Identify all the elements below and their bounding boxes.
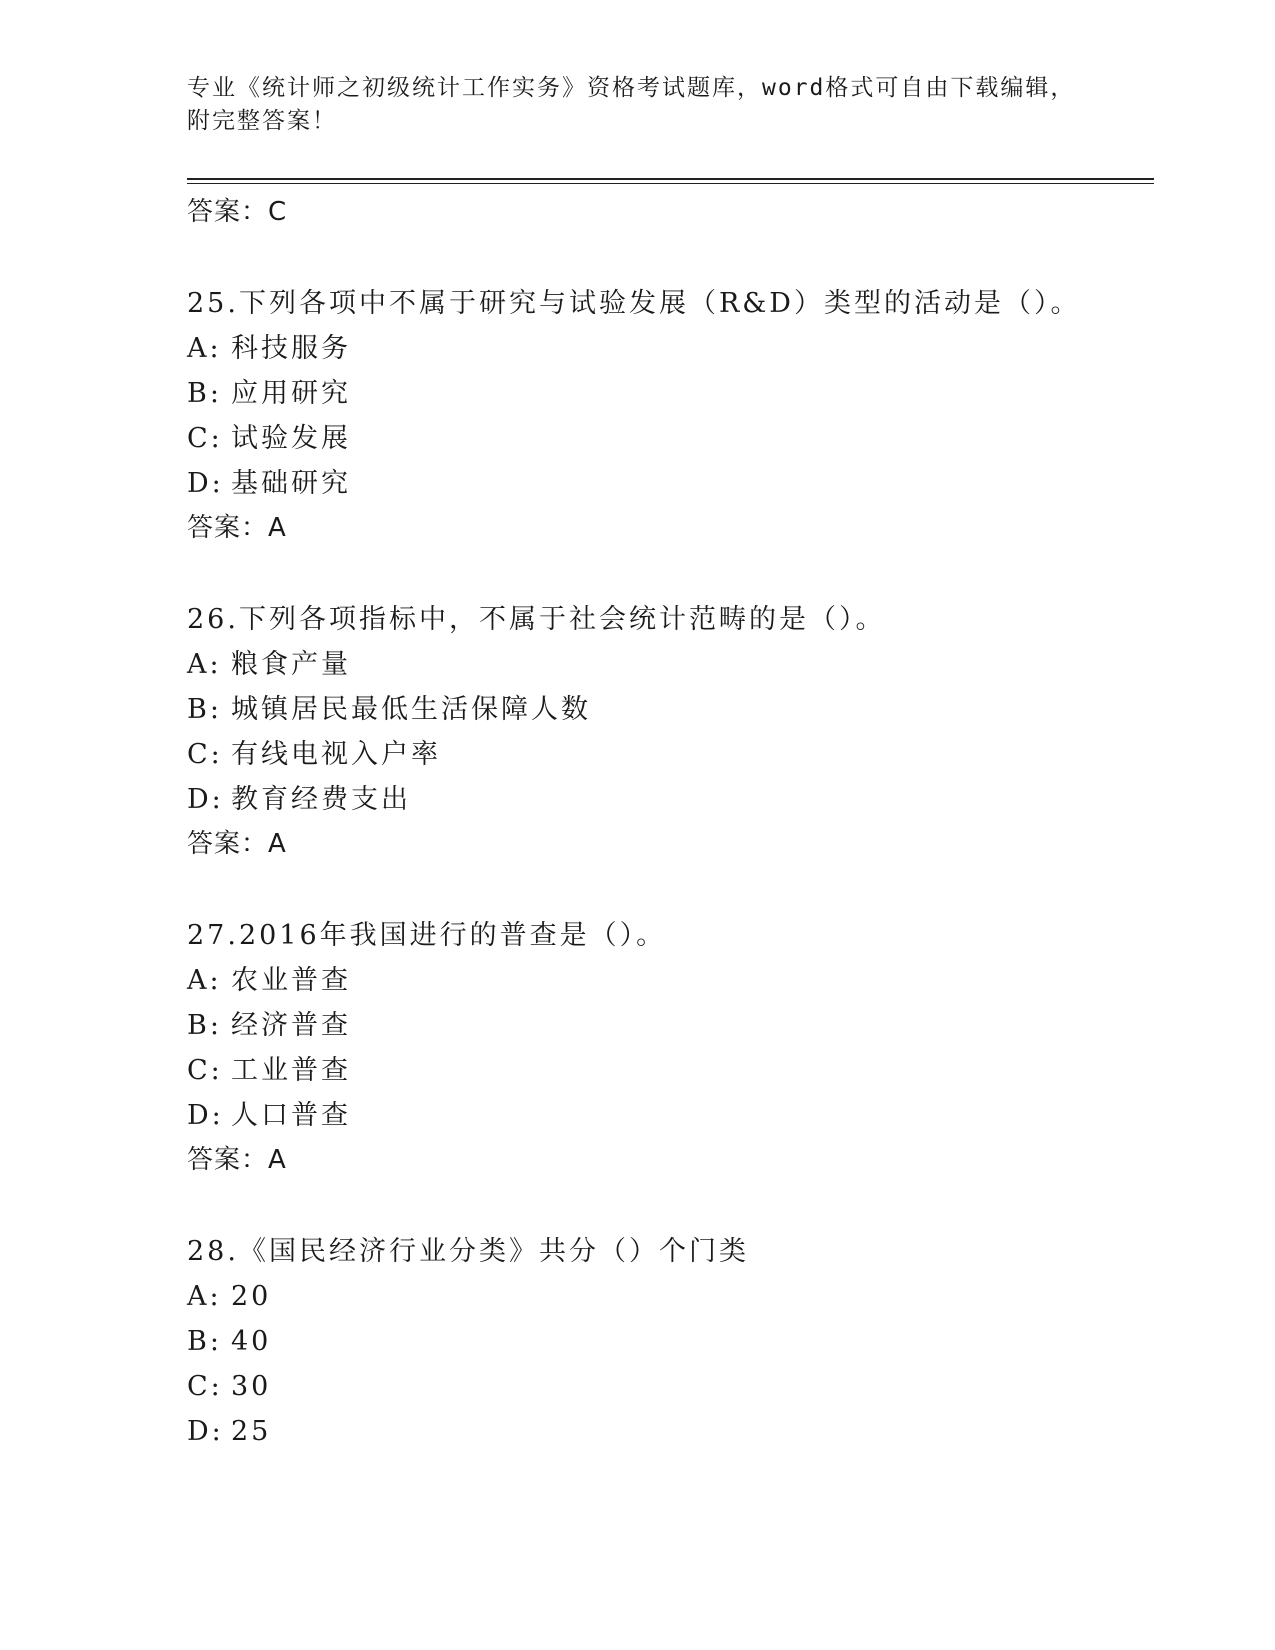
question-stem: 28.《国民经济行业分类》共分（）个门类 <box>187 1236 749 1267</box>
option-text: 40 <box>231 1326 272 1357</box>
option-c <box>187 1364 1167 1409</box>
question-25 <box>187 281 1167 551</box>
option-d <box>187 461 1167 506</box>
option-a <box>187 1274 1167 1319</box>
option-text: 工业普查 <box>231 1055 351 1086</box>
option-key: C: <box>187 1371 223 1402</box>
option-text: 经济普查 <box>231 1010 351 1041</box>
option-key: D: <box>187 784 224 815</box>
option-key: A: <box>187 965 222 996</box>
option-text: 25 <box>231 1416 272 1447</box>
option-key: D: <box>187 1416 224 1447</box>
question-stem: 27.2016年我国进行的普查是（）。 <box>187 920 667 951</box>
question-26 <box>187 597 1167 867</box>
option-key: B: <box>187 694 222 725</box>
option-text: 试验发展 <box>231 423 351 454</box>
option-d <box>187 1409 1167 1454</box>
answer-line: 答案：A <box>187 1145 287 1175</box>
option-c <box>187 1048 1167 1093</box>
option-text: 科技服务 <box>231 333 351 364</box>
option-text: 20 <box>231 1281 272 1312</box>
option-a <box>187 958 1167 1003</box>
option-key: D: <box>187 1100 224 1131</box>
question-28 <box>187 1229 1167 1454</box>
option-d <box>187 777 1167 822</box>
option-key: C: <box>187 739 223 770</box>
option-key: B: <box>187 1326 222 1357</box>
question-stem: 26.下列各项指标中，不属于社会统计范畴的是（）。 <box>187 604 886 635</box>
option-a <box>187 642 1167 687</box>
header-line-2: 附完整答案！ <box>187 108 337 134</box>
option-key: B: <box>187 378 222 409</box>
header-divider-thin <box>187 183 1154 184</box>
option-b <box>187 687 1167 732</box>
option-b <box>187 371 1167 416</box>
option-text: 有线电视入户率 <box>231 739 441 770</box>
option-text: 应用研究 <box>231 378 351 409</box>
option-a <box>187 326 1167 371</box>
answer-line: 答案：A <box>187 513 287 543</box>
option-key: A: <box>187 1281 222 1312</box>
option-text: 城镇居民最低生活保障人数 <box>231 694 591 725</box>
option-text: 30 <box>231 1371 272 1402</box>
question-stem: 25.下列各项中不属于研究与试验发展（R&D）类型的活动是（）。 <box>187 288 1081 319</box>
question-27 <box>187 913 1167 1183</box>
option-key: A: <box>187 333 222 364</box>
answer-line: 答案：A <box>187 829 287 859</box>
option-b <box>187 1003 1167 1048</box>
option-text: 人口普查 <box>231 1100 351 1131</box>
option-key: A: <box>187 649 222 680</box>
option-key: C: <box>187 423 223 454</box>
document-header <box>187 72 1087 138</box>
option-b <box>187 1319 1167 1364</box>
question-list <box>187 190 1167 1454</box>
option-d <box>187 1093 1167 1138</box>
option-c <box>187 416 1167 461</box>
option-key: B: <box>187 1010 222 1041</box>
option-text: 农业普查 <box>231 965 351 996</box>
previous-answer: 答案：C <box>187 197 288 227</box>
header-line-1: 专业《统计师之初级统计工作实务》资格考试题库，word格式可自由下载编辑， <box>187 75 1076 101</box>
option-key: D: <box>187 468 224 499</box>
option-text: 粮食产量 <box>231 649 351 680</box>
option-c <box>187 732 1167 777</box>
option-text: 基础研究 <box>231 468 351 499</box>
option-text: 教育经费支出 <box>231 784 411 815</box>
option-key: C: <box>187 1055 223 1086</box>
header-divider-thick <box>187 178 1154 180</box>
